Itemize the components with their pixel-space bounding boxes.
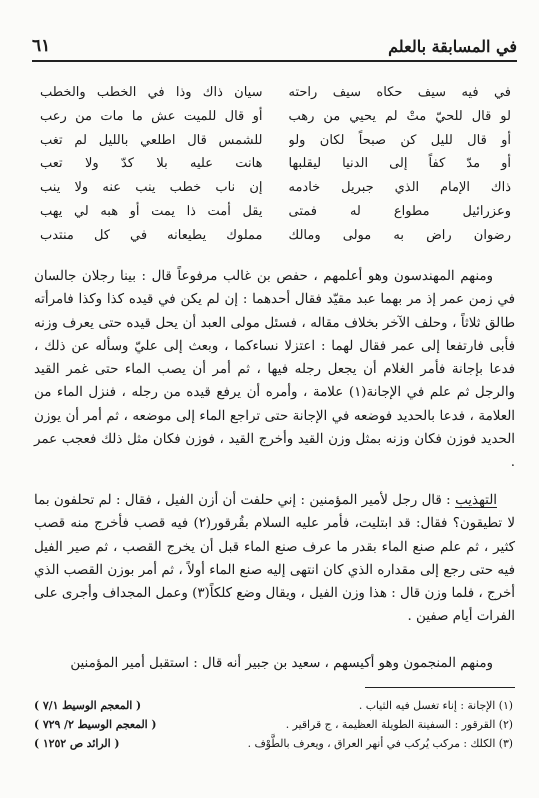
poem-verse-1-first: في فيه سيف حكاه سيف راحته [288,85,511,100]
footnote-text: (٢) القرقور : السفينة الطويلة العظيمة ، ج قراقير . [285,718,513,731]
poem-verse-6-first: وعزرائيل مطواع له فمتى [288,203,511,219]
footnotes [34,696,513,753]
poem-verse-7-first: رضوان راض به مولى ومالك [288,227,511,243]
footnote-source: ( المعجم الوسيط ٢/ ٧٢٩ ) [34,718,157,731]
poem-verse-6-second: يقل أمت ذا يمت أو هبه لي يهب [40,203,263,219]
footnote-source: ( الرائد ص ١٢٥٢ ) [34,737,120,750]
poem-verse-2-second: أو قال للميت عش ما مات من رعب [40,108,263,124]
paragraph-astrologers: ومنهم المنجمون وهو أكيسهم ، سعيد بن جبير أنه قال : استقبل أمير المؤمنين [70,656,493,671]
poem-verse-2-first: لو قال للحيّ متْ لم يحيي من رهب [288,108,511,124]
poem-block [40,82,511,248]
footnote-text: (١) الإجانة : إناء تغسل فيه الثياب . [358,699,513,712]
footnote-1 [34,696,513,715]
source-title-tahdhib: التهذيب [455,493,497,508]
poem-verse-3-first: أو قال لليل كن صبحاً لكان ولو [288,132,511,148]
poem-verse-4-second: هانت عليه بلا كدّ ولا تعب [40,156,263,172]
poem-verse-7-second: مملوك يطيعانه في كل منتدب [40,227,263,243]
poem-verse-5-first: ذاك الإمام الذي جبريل خادمه [288,180,511,196]
running-title: في المسابقة بالعلم [388,37,517,56]
page-number: ٦١ [32,36,51,56]
paragraph-engineers: ومنهم المهندسون وهو أعلمهم ، حفص بن غالب مرفوعاً قال : بينا رجلان جالسان في زمن عمر إذ مر بهما عبد مقيّد فقال أحدهما : إن لم يكن في قيده كذا وكذا فامرأته طالق ثلاثاً ، وحلف الآخر بخلاف مقاله ، فسئل مولى العبد أن يحل قيده حتى يعرف وزنه فأبى فارتفعا إلى عمر فقال لهما : اعتزلا نساءكما ، وبعث إلى عليّ وسأله عن ذلك ، فدعا بإجانة فأمر الغلام أن يجعل رجله فيها ، ثم أمر أن يصب الماء حتى غمر القيد والرجل ثم علم في الإجانة(١) علامة ، وأمره أن يرفع قيده من رجله ، فنزل الماء من العلامة ، فدعا بالحديد فوضعه في الإجانة حتى تراجع الماء إلى موضعه ، ثم أمر أن يوزن الحديد فوزن فكان وزنه بمثل وزن القيد وأخرج القيد ، فوزن فكان مثل ذلك فعجب عمر . [34,269,515,471]
paragraph-tahdhib [34,489,515,629]
poem-verse-3-second: للشمس قال اطلعي بالليل لم تغب [40,132,263,148]
poem-verse-1-second: سيان ذاك وذا في الخطب والخطب [40,85,263,100]
footnote-3 [34,734,513,753]
footnote-divider [365,687,515,688]
poem-verse-4-first: أو مدّ كفاً إلى الدنيا ليقلبها [288,156,511,172]
poem-verse-5-second: إن ناب خطب ينب عنه ولا ينب [40,180,263,196]
footnote-2 [34,715,513,734]
paragraph-tahdhib-text: : قال رجل لأمير المؤمنين : إني حلفت أن أزن الفيل ، فقال : لم تحلفون بما لا تطيقون؟ فقال: قد ابتليت، فأمر عليه السلام بقُرقور(٢) فيه قصب فأخرج منه قصب كثير ، ثم علم صنع الماء بقدر ما عرف صنع الماء قبل أن يخرج القصب ، ثم صير الفيل فيه حتى رجع إلى مقداره الذي كان انتهى إليه صنع الماء أولاً ، ثم أمر بوزن القصب الذي أخرج ، فلما وزن قال : هذا وزن الفيل ، ويقال وضع كلكاً(٣) وعمل المجداف وأجرى على الفرات أيام صفين . [33,493,515,625]
footnote-source: ( المعجم الوسيط ٧/١ ) [34,699,142,712]
page-header [32,30,517,62]
footnote-text: (٣) الكلك : مركب يُركب في أنهر العراق ، ويعرف بالطَّوْف . [247,737,513,750]
